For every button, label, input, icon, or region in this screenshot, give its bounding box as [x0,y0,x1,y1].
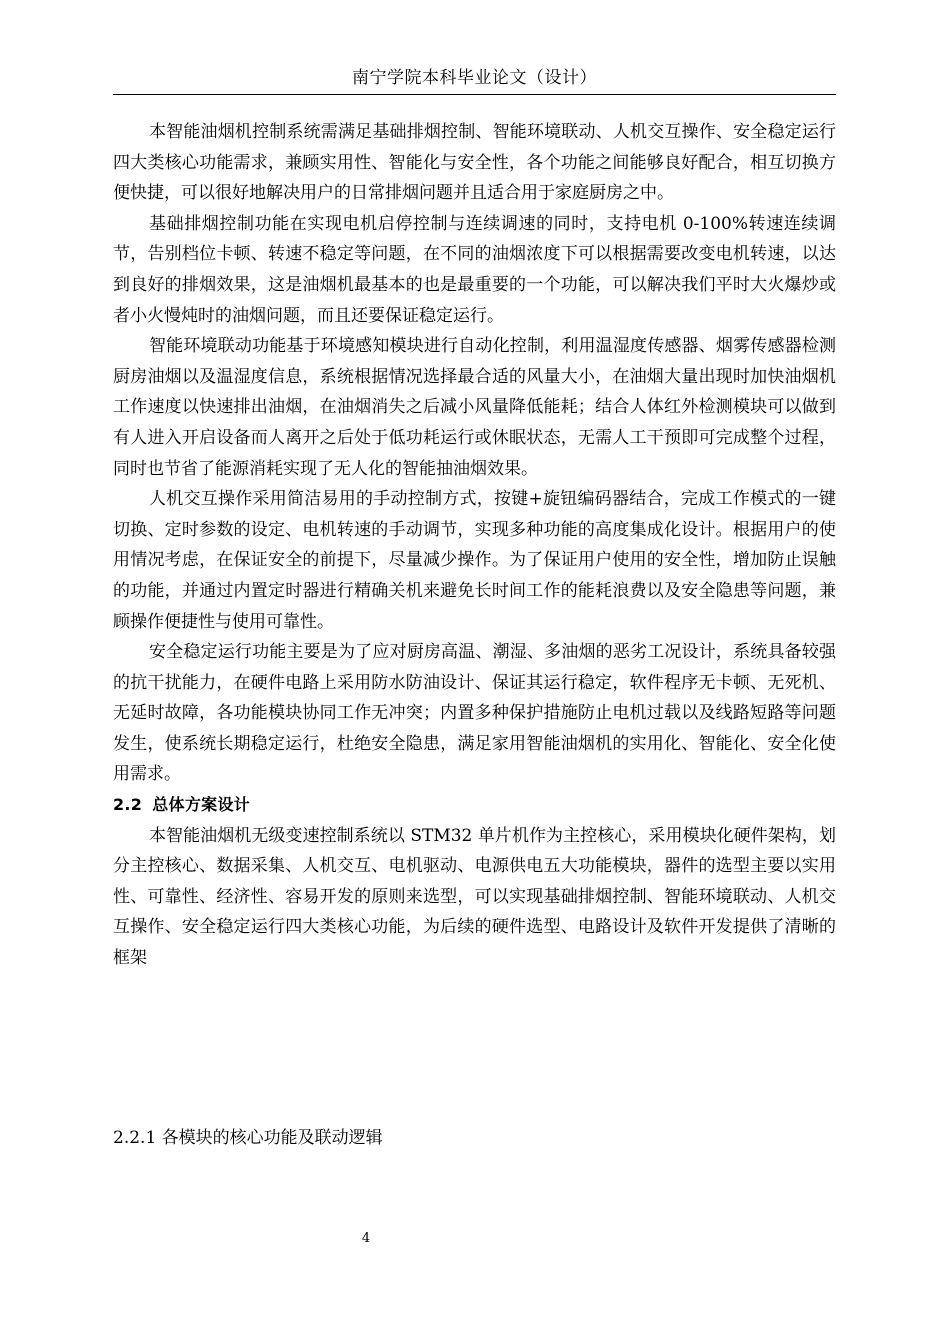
section-number: 2.2 [113,795,143,815]
subsection-heading: 2.2.1 各模块的核心功能及联动逻辑 [113,1128,383,1148]
paragraph-human-machine-interaction: 人机交互操作采用简洁易用的手动控制方式，按键+旋钮编码器结合，完成工作模式的一键切换、定时参数的设定、电机转速的手动调节，实现多种功能的高度集成化设计。根据用户的使用情况考虑，在保证安全的前提下，尽量减少操作。为了保证用户使用的安全性，增加防止误触的功能，并通过内置定时器进行精确关机来避免长时间工作的能耗浪费以及安全隐患等问题，兼顾操作便捷性与使用可靠性。 [113,489,836,632]
paragraph-functional-requirements: 本智能油烟机控制系统需满足基础排烟控制、智能环境联动、人机交互操作、安全稳定运行四大类核心功能需求，兼顾实用性、智能化与安全性，各个功能之间能够良好配合，相互切换方便快捷，可以很好地解决用户的日常排烟问题并且适合用于家庭厨房之中。 [113,122,836,204]
paragraph-safe-stable-operation: 安全稳定运行功能主要是为了应对厨房高温、潮湿、多油烟的恶劣工况设计，系统具备较强的抗干扰能力，在硬件电路上采用防水防油设计、保证其运行稳定，软件程序无卡顿、无死机、无延时故障，各功能模块协同工作无冲突；内置多种保护措施防止电机过载以及线路短路等问题发生，使系统长期稳定运行，杜绝安全隐患，满足家用智能油烟机的实用化、智能化、安全化使用需求。 [113,642,836,785]
page-header: 南宁学院本科毕业论文（设计） [113,66,836,95]
paragraph-smart-environment-linkage: 智能环境联动功能基于环境感知模块进行自动化控制，利用温湿度传感器、烟雾传感器检测厨房油烟以及温湿度信息，系统根据情况选择最合适的风量大小，在油烟大量出现时加快油烟机工作速度以快速排出油烟，在油烟消失之后减小风量降低能耗；结合人体红外检测模块可以做到有人进入开启设备而人离开之后处于低功耗运行或休眠状态，无需人工干预即可完成整个过程，同时也节省了能源消耗实现了无人化的智能抽油烟效果。 [113,336,836,479]
paragraph-overall-design: 本智能油烟机无级变速控制系统以 STM32 单片机作为主控核心，采用模块化硬件架构，划分主控核心、数据采集、人机交互、电机驱动、电源供电五大功能模块，器件的选型主要以实用性、可靠性、经济性、容易开发的原则来选型，可以实现基础排烟控制、智能环境联动、人机交互操作、安全稳定运行四大类核心功能，为后续的硬件选型、电路设计及软件开发提供了清晰的框架 [113,825,836,969]
body-text [113,117,836,974]
section-title: 总体方案设计 [152,795,251,815]
page-number: 4 [361,1231,371,1246]
paragraph-basic-exhaust-control: 基础排烟控制功能在实现电机启停控制与连续调速的同时，支持电机 0-100%转速连续调节，告别档位卡顿、转速不稳定等问题，在不同的油烟浓度下可以根据需要改变电机转速，以达到良好的排烟效果，这是油烟机最基本的也是最重要的一个功能，可以解决我们平时大火爆炒或者小火慢炖时的油烟问题，而且还要保证稳定运行。 [113,213,836,326]
section-heading [113,790,836,821]
